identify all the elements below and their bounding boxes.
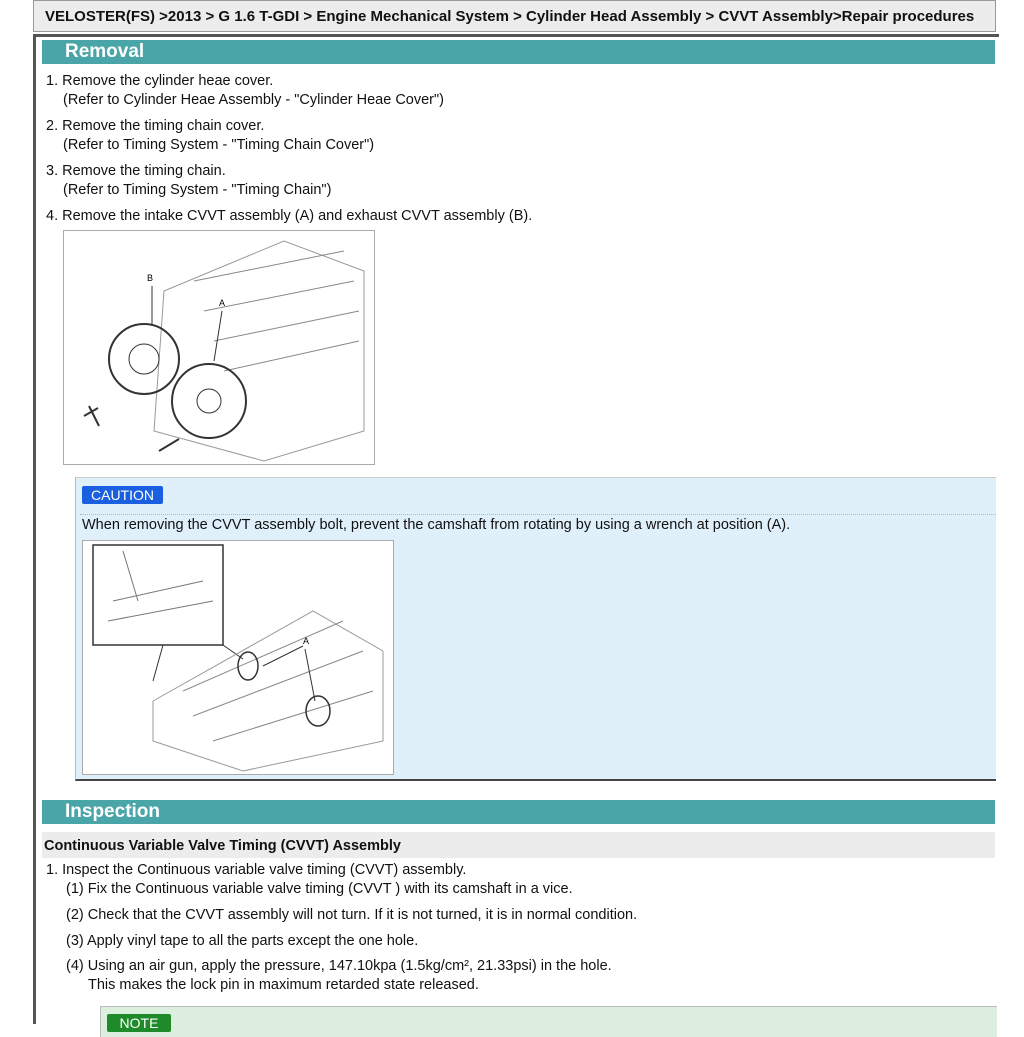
step-3: 3. Remove the timing chain. (46, 163, 226, 179)
cvvt-assembly-figure (63, 230, 375, 465)
substep-2: (2) Check that the CVVT assembly will not turn. If it is not turned, it is in normal condition. (66, 907, 638, 923)
step-1: 1. Remove the cylinder heae cover. (46, 73, 274, 89)
substep-4-cont: This makes the lock pin in maximum retarded state released. (88, 977, 479, 993)
step-4: 4. Remove the intake CVVT assembly (A) and exhaust CVVT assembly (B). (46, 208, 533, 224)
note-badge: NOTE (107, 1014, 171, 1032)
step-1-ref[interactable]: (Refer to Cylinder Heae Assembly - "Cylinder Heae Cover") (63, 92, 444, 108)
label-a: A (219, 298, 226, 308)
inspect-step-1: 1. Inspect the Continuous variable valve timing (CVVT) assembly. (46, 862, 467, 878)
camshaft-wrench-figure (82, 540, 394, 775)
step-2-ref[interactable]: (Refer to Timing System - "Timing Chain Cover") (63, 137, 375, 153)
label-b: B (147, 273, 154, 283)
label-a: A (303, 636, 310, 646)
divider (80, 514, 996, 515)
step-2: 2. Remove the timing chain cover. (46, 118, 265, 134)
caution-badge: CAUTION (82, 486, 163, 504)
subsection-title: Continuous Variable Valve Timing (CVVT) Assembly (42, 832, 995, 858)
substep-4: (4) Using an air gun, apply the pressure, 147.10kpa (1.5kg/cm², 21.33psi) in the hole. (66, 958, 612, 974)
caution-box (75, 477, 996, 781)
substep-3: (3) Apply vinyl tape to all the parts except the one hole. (66, 933, 419, 949)
substep-1: (1) Fix the Continuous variable valve timing (CVVT ) with its camshaft in a vice. (66, 881, 573, 897)
step-3-ref[interactable]: (Refer to Timing System - "Timing Chain") (63, 182, 332, 198)
breadcrumb: VELOSTER(FS) >2013 > G 1.6 T-GDI > Engine Mechanical System > Cylinder Head Assembly > CVVT Assembly>Repair procedures (33, 0, 996, 32)
note-box (100, 1006, 997, 1037)
section-header-inspection: Inspection (42, 800, 995, 824)
section-header-removal: Removal (42, 40, 995, 64)
caution-text: When removing the CVVT assembly bolt, prevent the camshaft from rotating by using a wrench at position (A). (82, 517, 791, 533)
